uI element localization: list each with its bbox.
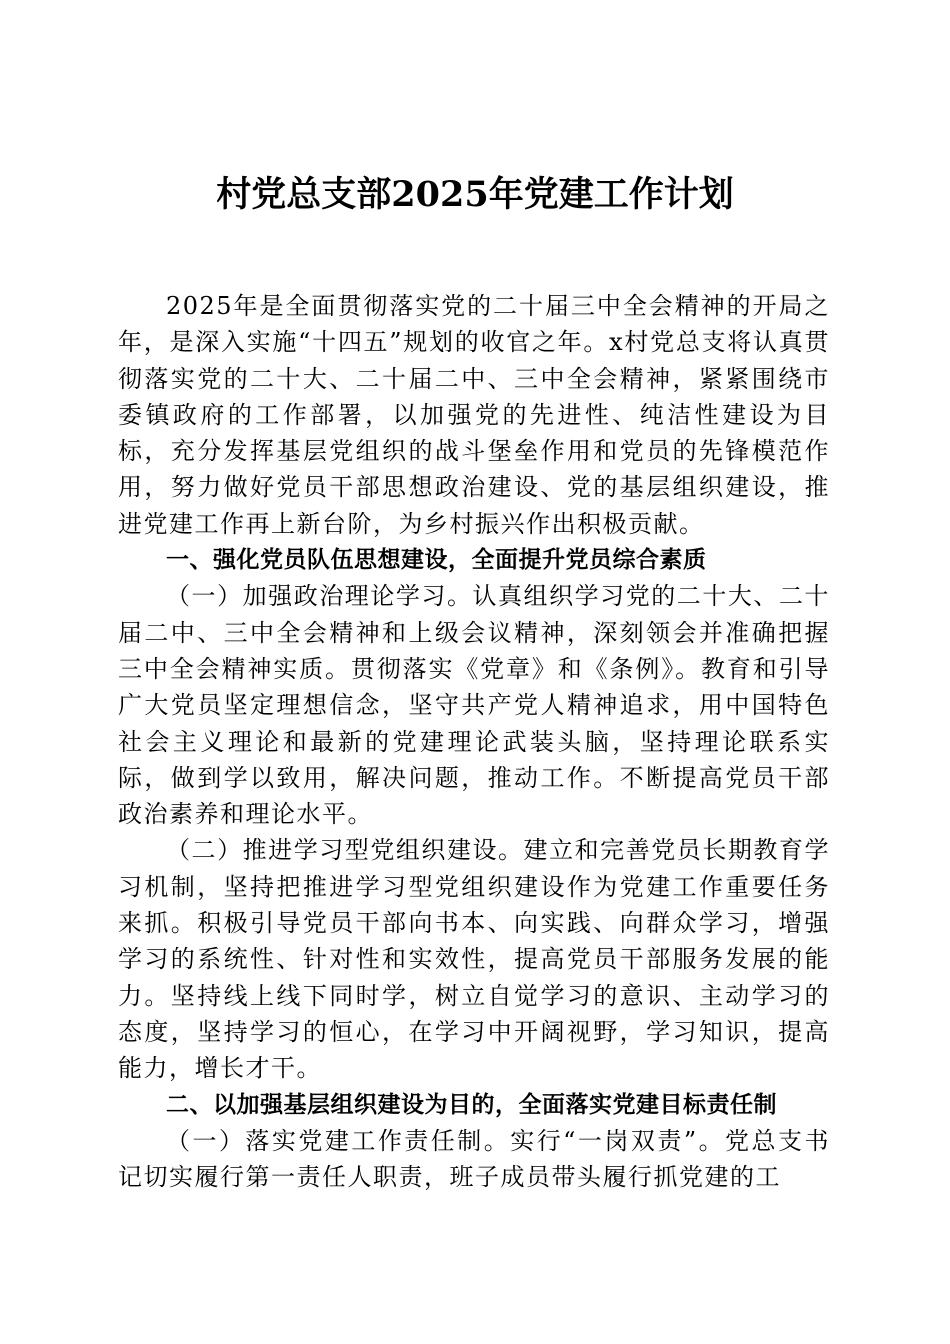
section-1-item-2-paragraph: （二）推进学习型党组织建设。建立和完善党员长期教育学习机制，坚持把推进学习型党组织建设作为党建工作重要任务来抓。积极引导党员干部向书本、向实践、向群众学习，增强学习的系统性、针对性和实效性，提高党员干部服务发展的能力。坚持线上线下同时学，树立自觉学习的意识、主动学习的态度，坚持学习的恒心，在学习中开阔视野，学习知识，提高能力，增长才干。 xyxy=(118,836,830,1083)
section-1-item-1-paragraph: （一）加强政治理论学习。认真组织学习党的二十大、二十届二中、三中全会精神和上级会议精神，深刻领会并准确把握三中全会精神实质。贯彻落实《党章》和《条例》。教育和引导广大党员坚定理想信念，坚守共产党人精神追求，用中国特色社会主义理论和最新的党建理论武装头脑，坚持理论联系实际，做到学以致用，解决问题，推动工作。不断提高党员干部政治素养和理论水平。 xyxy=(118,582,830,829)
section-2-heading: 二、以加强基层组织建设为目的，全面落实党建目标责任制 xyxy=(166,1091,777,1118)
section-1-heading: 一、强化党员队伍思想建设，全面提升党员综合素质 xyxy=(166,547,707,574)
document-body xyxy=(118,288,830,1195)
intro-paragraph: 2025年是全面贯彻落实党的二十届三中全会精神的开局之年，是深入实施“十四五”规划的收官之年。x村党总支将认真贯彻落实党的二十大、二十届二中、三中全会精神，紧紧围绕市委镇政府的工作部署，以加强党的先进性、纯洁性建设为目标，充分发挥基层党组织的战斗堡垒作用和党员的先锋模范作用，努力做好党员干部思想政治建设、党的基层组织建设，推进党建工作再上新台阶，为乡村振兴作出积极贡献。 xyxy=(118,292,830,538)
section-2-item-1-paragraph: （一）落实党建工作责任制。实行“一岗双责”。党总支书记切实履行第一责任人职责，班子成员带头履行抓党建的工 xyxy=(118,1126,830,1192)
document-title: 村党总支部2025年党建工作计划 xyxy=(216,174,734,215)
